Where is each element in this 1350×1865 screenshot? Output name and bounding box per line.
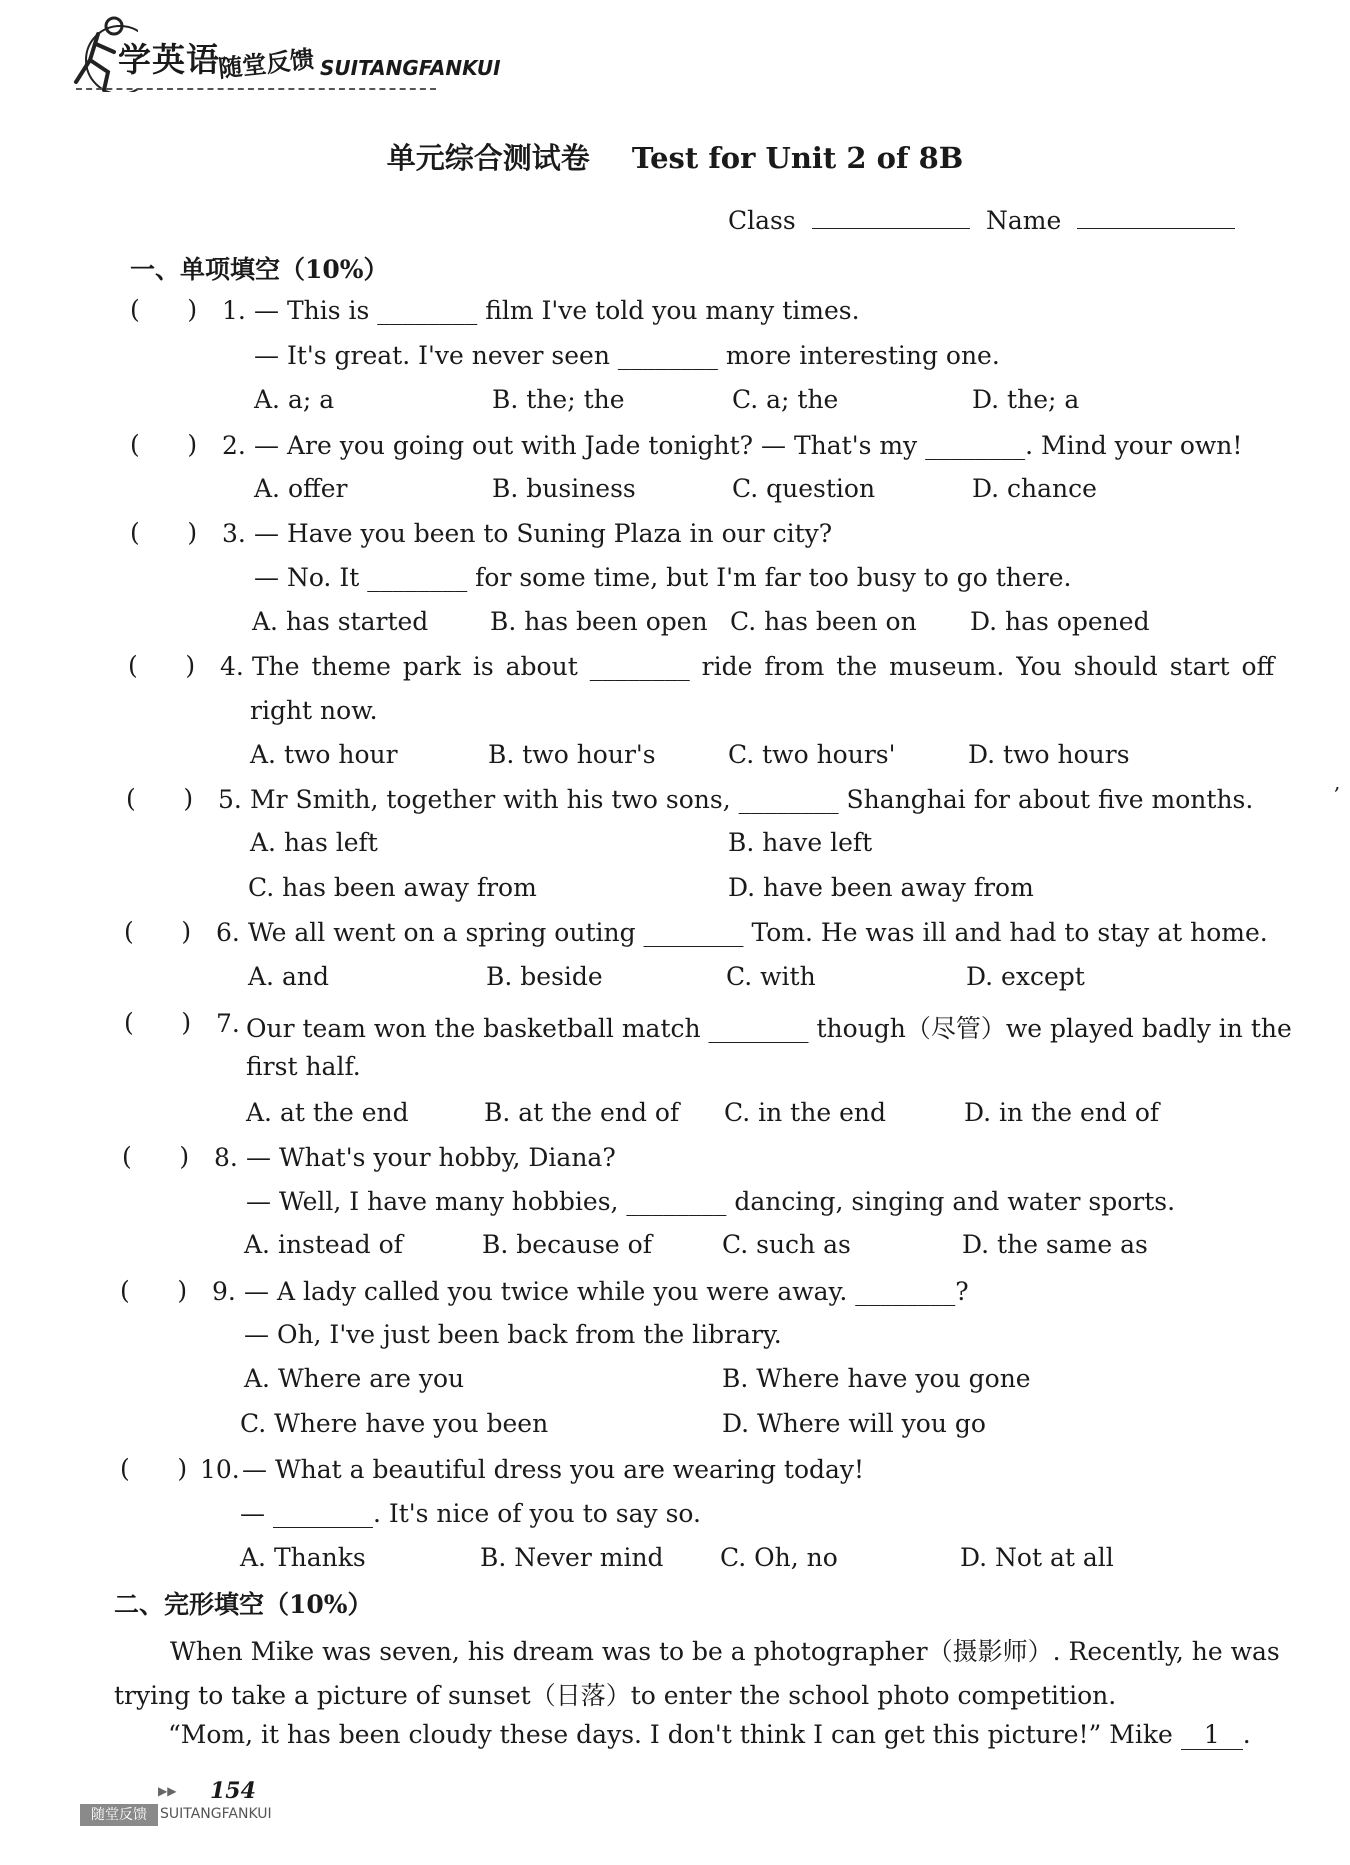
class-label: Class (728, 206, 796, 235)
option[interactable]: B. the; the (492, 385, 625, 414)
option[interactable]: A. Where are you (244, 1364, 465, 1393)
answer-slot[interactable]: ( ) (122, 1142, 190, 1171)
option[interactable]: C. such as (722, 1230, 851, 1259)
option[interactable]: B. has been open (490, 607, 708, 636)
question-line: — What's your hobby, Diana? (246, 1143, 616, 1172)
option[interactable]: C. Oh, no (720, 1543, 838, 1572)
option[interactable]: C. question (732, 474, 876, 503)
option[interactable]: D. chance (972, 474, 1097, 503)
cloze-paragraph-line: “Mom, it has been cloudy these days. I don't think I can get this picture!” Mike 1 . (168, 1720, 1251, 1749)
option[interactable]: A. at the end (246, 1098, 409, 1127)
cloze-blank-1[interactable]: 1 (1181, 1720, 1243, 1750)
section2-percent: （10%） (264, 1590, 373, 1619)
margin-mark: , (1334, 770, 1341, 794)
question-line: first half. (246, 1052, 361, 1081)
title-cn: 单元综合测试卷 (386, 141, 590, 175)
class-blank[interactable] (812, 227, 970, 229)
question-number: 7. (216, 1009, 240, 1038)
footer-sub: SUITANGFANKUI (160, 1806, 272, 1822)
option[interactable]: C. a; the (732, 385, 839, 414)
question-line: — What a beautiful dress you are wearing today! (242, 1455, 865, 1484)
answer-slot[interactable]: ( ) (126, 784, 194, 813)
question-line: — This is ________ film I've told you many times. (254, 296, 860, 325)
answer-slot[interactable]: ( ) (130, 430, 198, 459)
option[interactable]: C. with (726, 962, 816, 991)
question-line: We all went on a spring outing ________ Tom. He was ill and had to stay at home. (248, 918, 1268, 947)
option[interactable]: C. in the end (724, 1098, 886, 1127)
answer-slot[interactable]: ( ) (124, 1008, 192, 1037)
page-title (0, 136, 1350, 177)
option[interactable]: B. Never mind (480, 1543, 664, 1572)
option[interactable]: D. Where will you go (722, 1409, 986, 1438)
option[interactable]: A. offer (254, 474, 348, 503)
question-line: — Well, I have many hobbies, ________ dancing, singing and water sports. (246, 1187, 1176, 1216)
question-line: right now. (250, 696, 378, 725)
footer-label: 随堂反馈 (80, 1804, 158, 1826)
arrow-icon: ▶▶ (158, 1784, 177, 1798)
question-number: 2. (222, 431, 246, 460)
option[interactable]: D. in the end of (964, 1098, 1160, 1127)
cloze-text: “Mom, it has been cloudy these days. I don't think I can get this picture!” Mike (168, 1720, 1173, 1749)
option[interactable]: D. has opened (970, 607, 1150, 636)
option[interactable]: B. beside (486, 962, 603, 991)
question-line: — Oh, I've just been back from the library. (244, 1320, 782, 1349)
cloze-paragraph-line: trying to take a picture of sunset（日落）to enter the school photo competition. (114, 1681, 1117, 1710)
question-number: 4. (220, 652, 244, 681)
option[interactable]: D. the; a (972, 385, 1080, 414)
option[interactable]: A. a; a (254, 385, 335, 414)
question-line: — No. It ________ for some time, but I'm far too busy to go there. (254, 563, 1072, 592)
question-number: 6. (216, 918, 240, 947)
question-line: — A lady called you twice while you were away. ________? (244, 1277, 969, 1306)
question-number: 10. (200, 1455, 240, 1484)
option[interactable]: B. have left (728, 828, 873, 857)
option[interactable]: C. has been on (730, 607, 917, 636)
question-line: Mr Smith, together with his two sons, ________ Shanghai for about five months. (250, 785, 1254, 814)
section1-heading (130, 250, 389, 286)
question-number: 1. (222, 296, 246, 325)
question-number: 5. (218, 785, 242, 814)
option[interactable]: D. two hours (968, 740, 1130, 769)
option[interactable]: A. two hour (250, 740, 398, 769)
option[interactable]: A. has started (252, 607, 429, 636)
answer-slot[interactable]: ( ) (120, 1276, 188, 1305)
logo-text: 学英语 (118, 40, 220, 79)
title-en: Test for Unit 2 of 8B (631, 141, 964, 175)
logo-handwritten: 随堂反馈 (217, 45, 316, 83)
answer-slot[interactable]: ( ) (130, 518, 198, 547)
option[interactable]: D. except (966, 962, 1085, 991)
name-blank[interactable] (1077, 227, 1235, 229)
question-line: — It's great. I've never seen ________ more interesting one. (254, 341, 1000, 370)
class-field (728, 206, 970, 235)
question-number: 3. (222, 519, 246, 548)
option[interactable]: B. at the end of (484, 1098, 680, 1127)
answer-slot[interactable]: ( ) (120, 1454, 188, 1483)
option[interactable]: B. Where have you gone (722, 1364, 1031, 1393)
option[interactable]: C. two hours' (728, 740, 896, 769)
section2-title: 二、完形填空 (114, 1590, 265, 1619)
question-number: 8. (214, 1143, 238, 1172)
section1-title: 一、单项填空 (130, 255, 281, 284)
option[interactable]: C. has been away from (248, 873, 537, 902)
logo-sub-text: SUITANGFANKUI (320, 56, 501, 80)
answer-slot[interactable]: ( ) (128, 651, 196, 680)
option[interactable]: D. the same as (962, 1230, 1148, 1259)
option[interactable]: A. instead of (244, 1230, 403, 1259)
name-label: Name (986, 206, 1062, 235)
question-line: — ________. It's nice of you to say so. (240, 1499, 701, 1528)
option[interactable]: B. two hour's (488, 740, 656, 769)
question-number: 9. (212, 1277, 236, 1306)
question-line: — Are you going out with Jade tonight? — That's my ________. Mind your own! (254, 431, 1243, 460)
name-field (986, 206, 1235, 235)
question-line: Our team won the basketball match ________ though（尽管）we played badly in the (246, 1014, 1292, 1043)
section1-percent: （10%） (280, 255, 389, 284)
option[interactable]: C. Where have you been (240, 1409, 549, 1438)
option[interactable]: A. has left (250, 828, 378, 857)
section2-heading (114, 1585, 373, 1621)
question-line: — Have you been to Suning Plaza in our city? (254, 519, 833, 548)
option[interactable]: A. and (248, 962, 329, 991)
page-number: 154 (210, 1778, 256, 1804)
option[interactable]: D. Not at all (960, 1543, 1114, 1572)
option[interactable]: B. because of (482, 1230, 652, 1259)
answer-slot[interactable]: ( ) (130, 295, 198, 324)
header-dashed-line (76, 88, 436, 90)
answer-slot[interactable]: ( ) (124, 917, 192, 946)
cloze-paragraph-line: When Mike was seven, his dream was to be a photographer（摄影师）. Recently, he was (170, 1637, 1280, 1666)
option[interactable]: A. Thanks (240, 1543, 366, 1572)
option[interactable]: D. have been away from (728, 873, 1034, 902)
option[interactable]: B. business (492, 474, 636, 503)
question-line: The theme park is about ________ ride from the museum. You should start off (252, 652, 1275, 681)
